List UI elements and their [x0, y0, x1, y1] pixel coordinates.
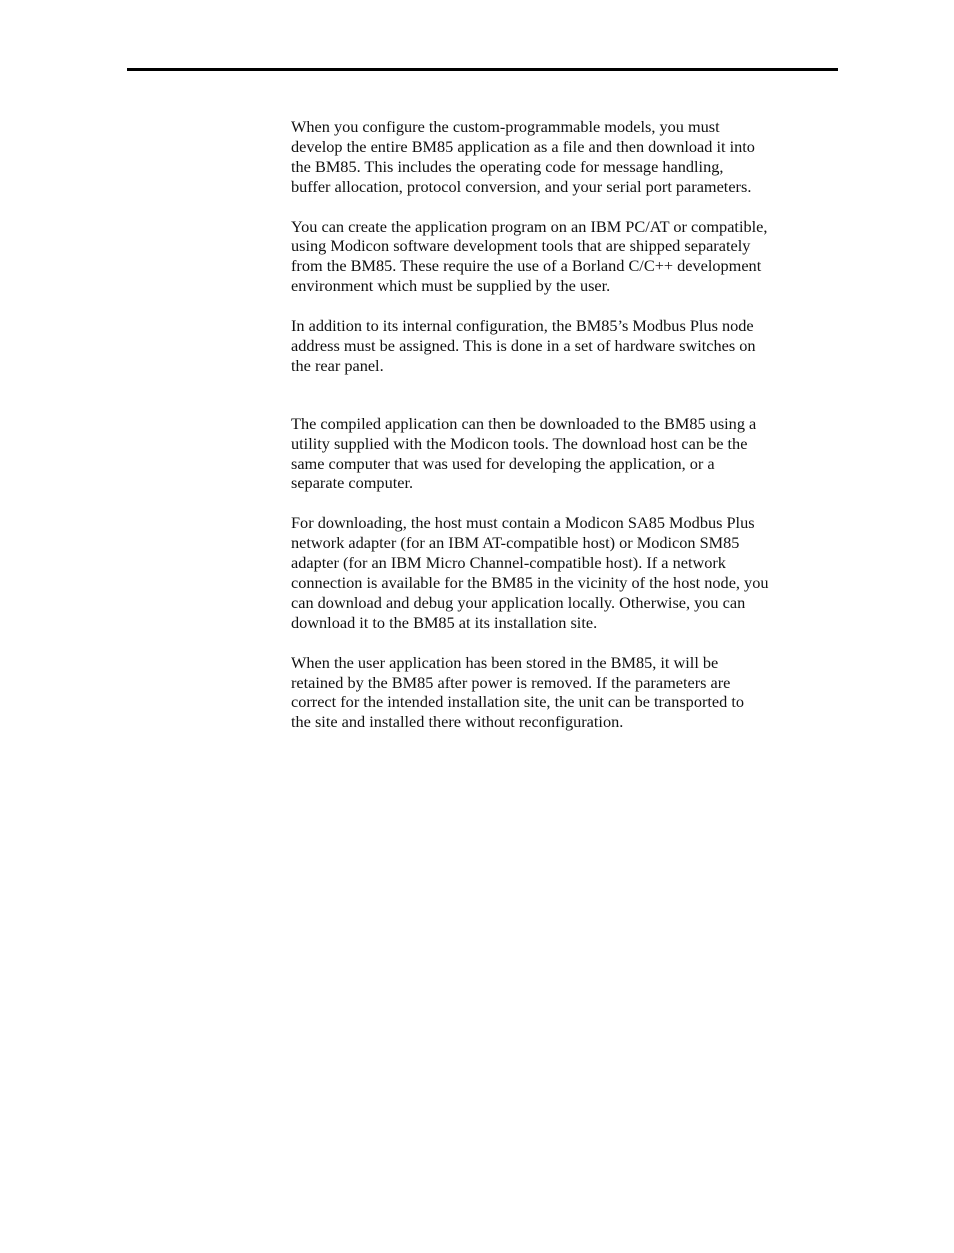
- text-line: retained by the BM85 after power is removed. If the parameters are: [291, 672, 731, 692]
- paragraph-download-host: [291, 513, 843, 632]
- paragraph-retention: [291, 653, 843, 733]
- text-line: For downloading, the host must contain a Modicon SA85 Modbus Plus: [291, 513, 755, 533]
- text-line: When you configure the custom-programmable models, you must: [291, 117, 720, 136]
- text-line: using Modicon software development tools that are shipped separately: [291, 236, 751, 256]
- document-body: [291, 117, 843, 732]
- text-line: same computer that was used for developing the application, or a: [291, 453, 715, 473]
- text-line: buffer allocation, protocol conversion, and your serial port parameters.: [291, 176, 752, 196]
- text-line: environment which must be supplied by the user.: [291, 276, 611, 296]
- text-line: the BM85. This includes the operating code for message handling,: [291, 156, 724, 176]
- text-line: the site and installed there without reconfiguration.: [291, 712, 624, 732]
- text-line: utility supplied with the Modicon tools. The download host can be the: [291, 433, 748, 453]
- text-line: network adapter (for an IBM AT-compatible host) or Modicon SM85: [291, 533, 740, 553]
- text-line: the rear panel.: [291, 355, 384, 375]
- text-line: separate computer.: [291, 473, 414, 493]
- paragraph-node-address: [291, 316, 843, 376]
- text-line: address must be assigned. This is done in a set of hardware switches on: [291, 335, 756, 355]
- text-line: correct for the intended installation site, the unit can be transported to: [291, 692, 745, 712]
- text-line: You can create the application program on an IBM PC/AT or compatible,: [291, 216, 768, 236]
- text-line: develop the entire BM85 application as a file and then download it into: [291, 136, 755, 156]
- text-line: The compiled application can then be downloaded to the BM85 using a: [291, 413, 757, 433]
- paragraph-download-utility: [291, 414, 843, 494]
- text-line: When the user application has been stored in the BM85, it will be: [291, 652, 719, 672]
- text-line: from the BM85. These require the use of a Borland C/C++ development: [291, 256, 762, 276]
- text-line: connection is available for the BM85 in the vicinity of the host node, you: [291, 572, 769, 592]
- text-line: download it to the BM85 at its installation site.: [291, 612, 598, 632]
- paragraph-configuration: [291, 117, 843, 197]
- header-rule: [127, 68, 838, 71]
- text-line: can download and debug your application locally. Otherwise, you can: [291, 592, 746, 612]
- text-line: adapter (for an IBM Micro Channel-compatible host). If a network: [291, 553, 726, 573]
- text-line: In addition to its internal configuration, the BM85’s Modbus Plus node: [291, 316, 754, 336]
- paragraph-development-tools: [291, 217, 843, 297]
